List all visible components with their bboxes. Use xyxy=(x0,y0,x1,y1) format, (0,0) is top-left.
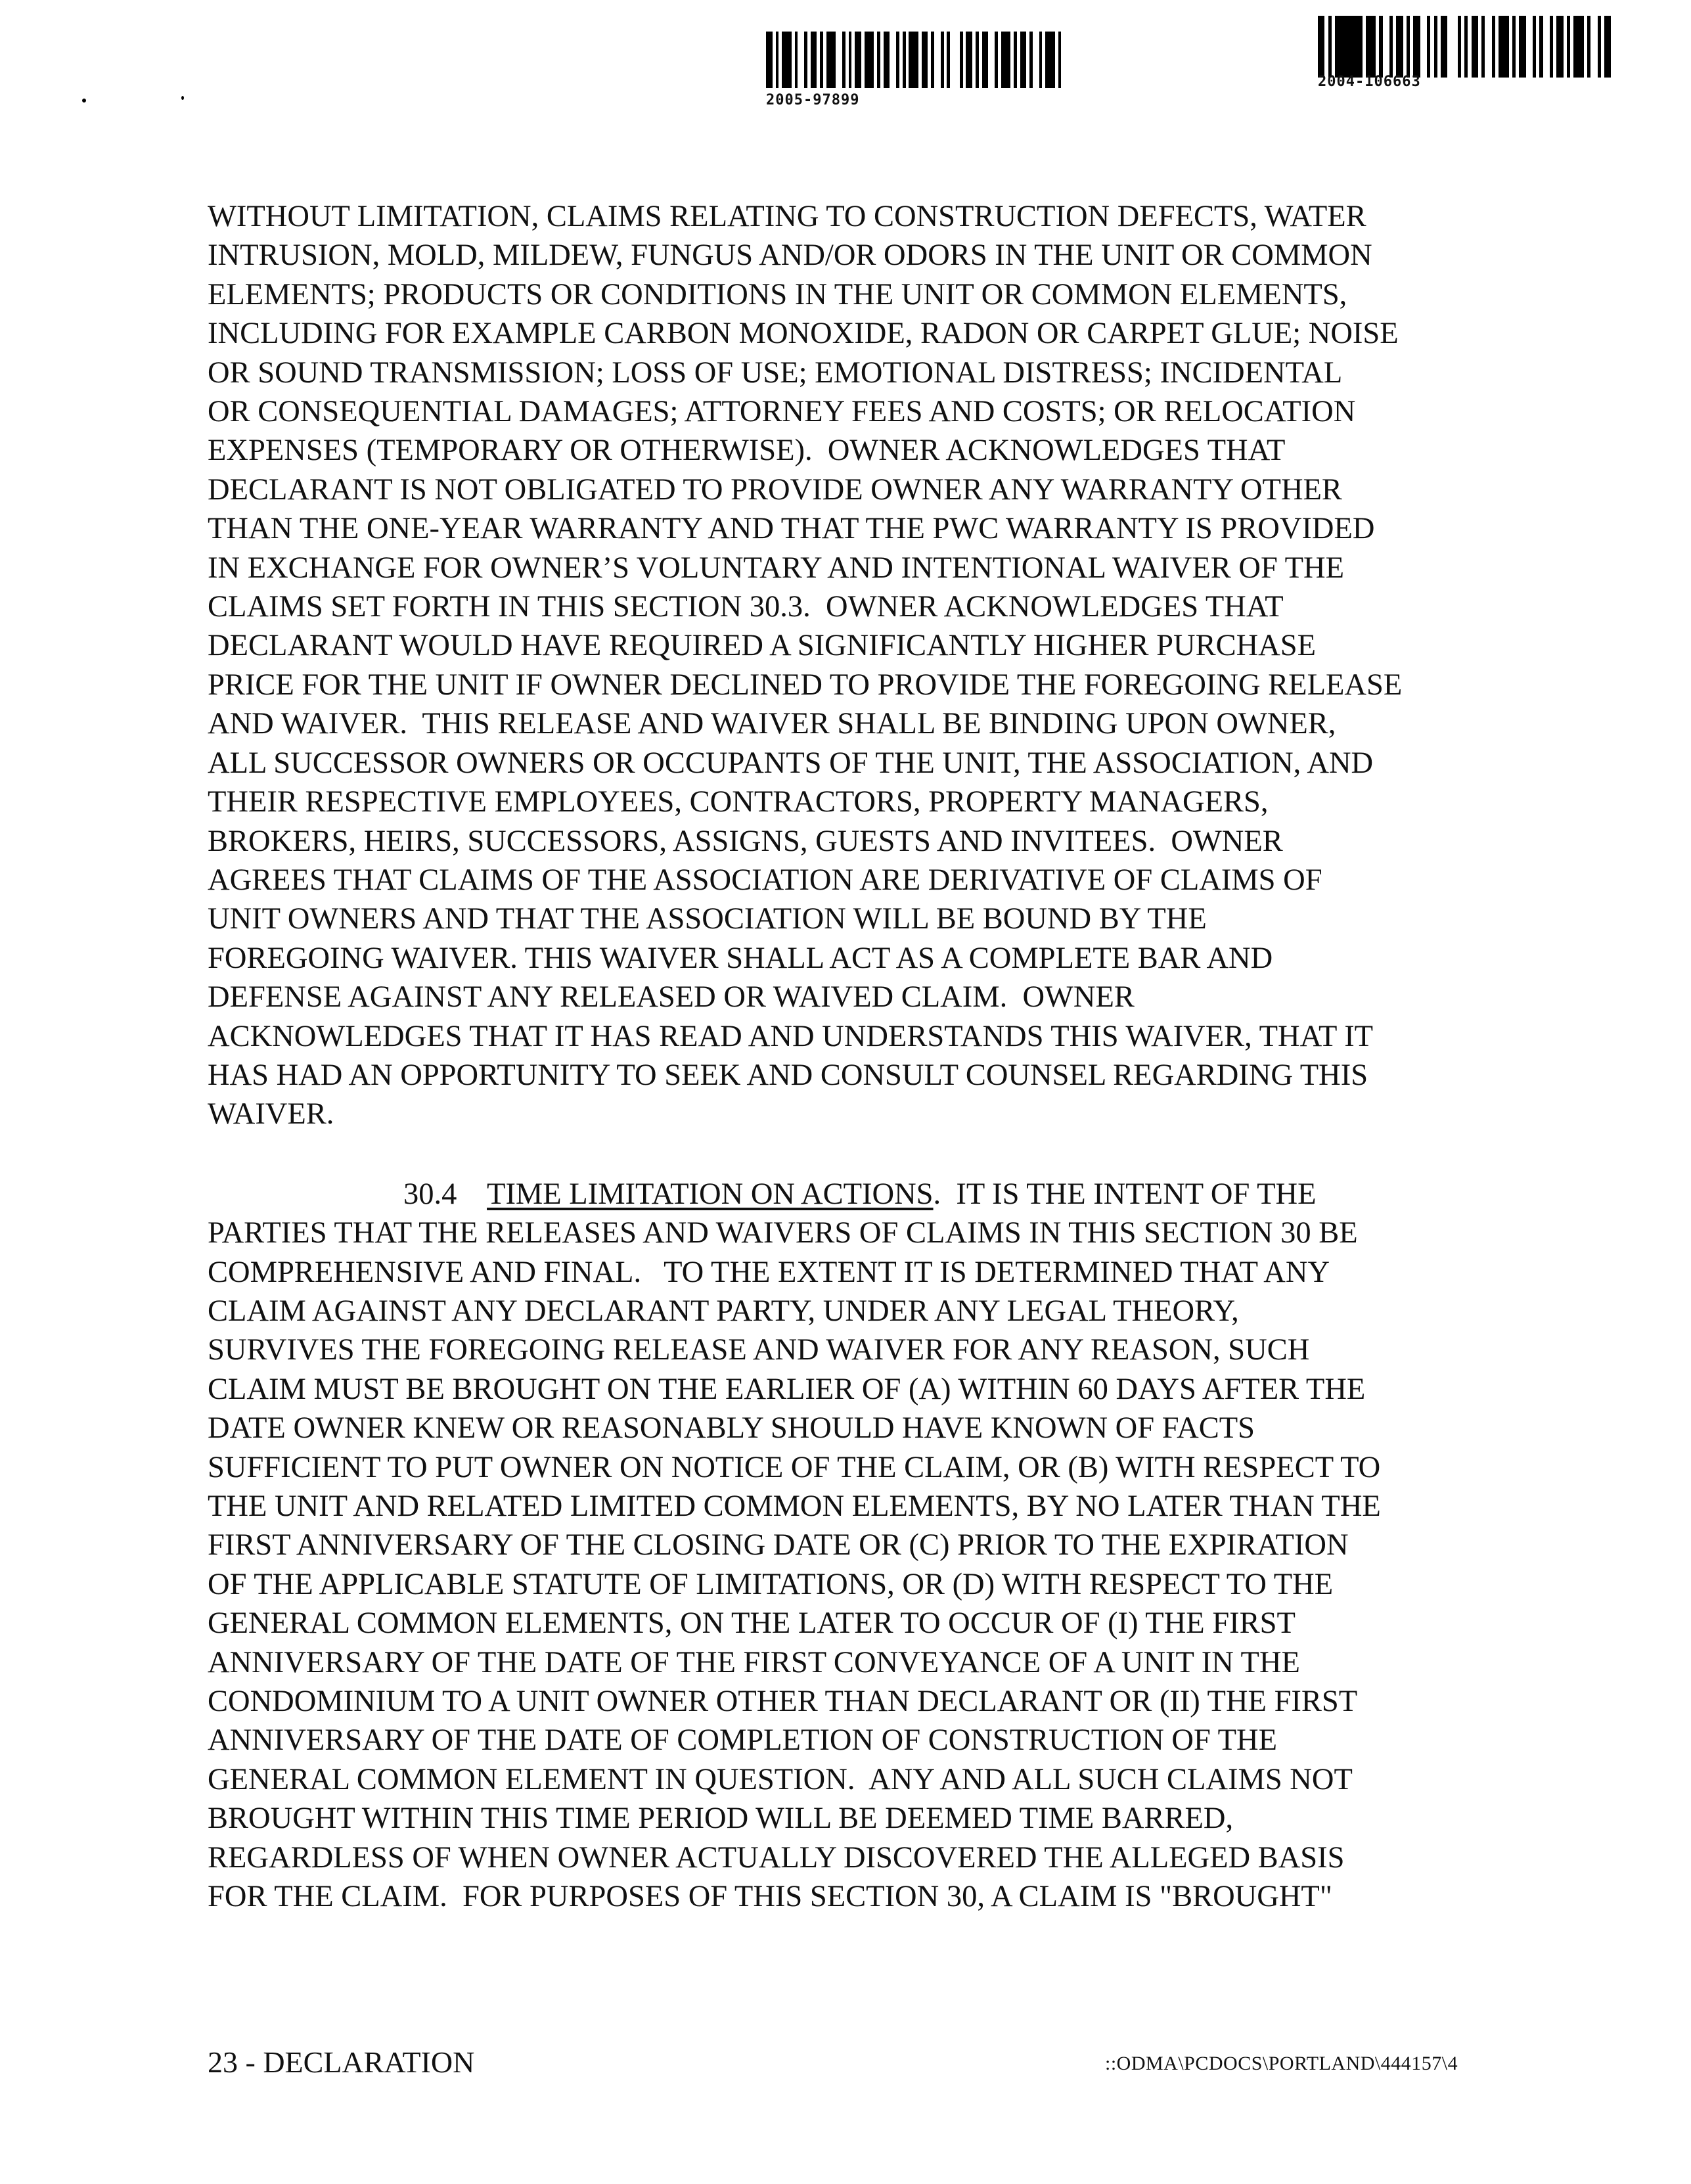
section-30-3-line: OR CONSEQUENTIAL DAMAGES; ATTORNEY FEES AND COSTS; OR RELOCATION xyxy=(208,395,1356,429)
barcode-bar xyxy=(865,32,874,88)
section-30-3-line: UNIT OWNERS AND THAT THE ASSOCIATION WILL BE BOUND BY THE xyxy=(208,902,1207,936)
barcode-bar xyxy=(1472,16,1478,78)
barcode-bar xyxy=(1611,16,1614,78)
section-30-3-line: OR SOUND TRANSMISSION; LOSS OF USE; EMOTIONAL DISTRESS; INCIDENTAL xyxy=(208,355,1343,390)
section-30-4 xyxy=(208,1175,1508,1917)
scan-speck xyxy=(181,96,184,100)
section-30-4-line: CLAIM MUST BE BROUGHT ON THE EARLIER OF (A) WITHIN 60 DAYS AFTER THE xyxy=(208,1372,1366,1406)
barcode-bar xyxy=(1033,32,1039,88)
barcode-bar xyxy=(922,32,928,88)
barcode-bar xyxy=(1447,16,1458,78)
barcode-bar xyxy=(1383,16,1389,78)
barcode-left xyxy=(766,32,1068,88)
barcode-bar xyxy=(1573,16,1584,78)
section-30-3-line: INTRUSION, MOLD, MILDEW, FUNGUS AND/OR ODORS IN THE UNIT OR COMMON xyxy=(208,239,1372,273)
barcode-right xyxy=(1318,16,1615,78)
barcode-bar xyxy=(1543,16,1550,78)
barcode-bar xyxy=(1001,32,1011,88)
section-30-3-line: AGREES THAT CLAIMS OF THE ASSOCIATION ARE DERIVATIVE OF CLAIMS OF xyxy=(208,863,1322,897)
section-30-4-line: GENERAL COMMON ELEMENT IN QUESTION. ANY AND ALL SUCH CLAIMS NOT xyxy=(208,1762,1353,1796)
section-30-4-line: OF THE APPLICABLE STATUTE OF LIMITATIONS, OR (D) WITH RESPECT TO THE xyxy=(208,1567,1334,1601)
barcode-bar xyxy=(982,32,989,88)
section-30-4-line: FIRST ANNIVERSARY OF THE CLOSING DATE OR (C) PRIOR TO THE EXPIRATION xyxy=(208,1528,1349,1562)
barcode-bar xyxy=(798,32,804,88)
footer-doc-path: ::ODMA\PCDOCS\PORTLAND\444157\4 xyxy=(1105,2053,1458,2074)
section-30-3-line: WAIVER. xyxy=(208,1097,334,1131)
barcode-bar xyxy=(836,32,842,88)
section-30-4-line: ANNIVERSARY OF THE DATE OF THE FIRST CONVEYANCE OF A UNIT IN THE xyxy=(208,1645,1300,1679)
barcode-bar xyxy=(934,32,941,88)
section-30-3-line: IN EXCHANGE FOR OWNER’S VOLUNTARY AND INTENTIONAL WAIVER OF THE xyxy=(208,551,1345,585)
section-30-4-line: COMPREHENSIVE AND FINAL. TO THE EXTENT IT IS DETERMINED THAT ANY xyxy=(208,1255,1330,1289)
barcode-left-number: 2005-97899 xyxy=(766,92,860,108)
section-30-3-line: THEIR RESPECTIVE EMPLOYEES, CONTRACTORS, PROPERTY MANAGERS, xyxy=(208,785,1269,819)
document-body xyxy=(208,197,1508,1916)
section-30-3-line: THAN THE ONE-YEAR WARRANTY AND THAT THE PWC WARRANTY IS PROVIDED xyxy=(208,512,1375,546)
section-30-4-first-line xyxy=(208,1175,1508,1214)
barcode-right-number: 2004-106663 xyxy=(1318,74,1421,90)
section-30-4-line: REGARDLESS OF WHEN OWNER ACTUALLY DISCOVERED THE ALLEGED BASIS xyxy=(208,1840,1345,1875)
barcode-bar xyxy=(1318,16,1324,78)
section-30-3-line: DEFENSE AGAINST ANY RELEASED OR WAIVED CLAIM. OWNER xyxy=(208,980,1135,1014)
section-30-4-line: CLAIM AGAINST ANY DECLARANT PARTY, UNDER ANY LEGAL THEORY, xyxy=(208,1294,1239,1328)
section-30-4-line: SUFFICIENT TO PUT OWNER ON NOTICE OF THE CLAIM, OR (B) WITH RESPECT TO xyxy=(208,1450,1381,1484)
barcode-bar xyxy=(890,32,896,88)
barcode-bar xyxy=(884,32,890,88)
barcode-bar xyxy=(1366,16,1376,78)
barcode-bar xyxy=(988,32,995,88)
barcode-bar xyxy=(1441,16,1447,78)
section-30-4-line: GENERAL COMMON ELEMENTS, ON THE LATER TO OCCUR OF (I) THE FIRST xyxy=(208,1606,1296,1641)
barcode-bar xyxy=(1499,16,1509,78)
barcode-bar xyxy=(782,32,792,88)
section-30-4-line: CONDOMINIUM TO A UNIT OWNER OTHER THAN DECLARANT OR (II) THE FIRST xyxy=(208,1685,1358,1719)
barcode-bar xyxy=(811,32,817,88)
section-30-4-lines xyxy=(208,1214,1508,1916)
section-30-3-line: EXPENSES (TEMPORARY OR OTHERWISE). OWNER ACKNOWLEDGES THAT xyxy=(208,434,1286,468)
barcode-bar xyxy=(966,32,972,88)
scan-speck xyxy=(82,99,86,102)
section-30-3-line: BROKERS, HEIRS, SUCCESSORS, ASSIGNS, GUESTS AND INVITEES. OWNER xyxy=(208,824,1283,858)
section-30-4-line: THE UNIT AND RELATED LIMITED COMMON ELEMENTS, BY NO LATER THAN THE xyxy=(208,1490,1381,1523)
barcode-bar xyxy=(1556,16,1563,78)
barcode-bar xyxy=(826,32,836,88)
barcode-bar xyxy=(1396,16,1403,78)
section-30-4-line: ANNIVERSARY OF THE DATE OF COMPLETION OF CONSTRUCTION OF THE xyxy=(208,1723,1278,1758)
section-30-3-line: AND WAIVER. THIS RELEASE AND WAIVER SHALL BE BINDING UPON OWNER, xyxy=(208,707,1336,741)
section-30-3-line: WITHOUT LIMITATION, CLAIMS RELATING TO CONSTRUCTION DEFECTS, WATER xyxy=(208,200,1366,233)
section-30-4-line: SURVIVES THE FOREGOING RELEASE AND WAIVER FOR ANY REASON, SUCH xyxy=(208,1333,1310,1367)
barcode-bar xyxy=(1519,16,1525,78)
barcode-bar xyxy=(950,32,960,88)
section-30-3-line: DECLARANT WOULD HAVE REQUIRED A SIGNIFICANTLY HIGHER PURCHASE xyxy=(208,629,1317,663)
section-30-4-line: DATE OWNER KNEW OR REASONABLY SHOULD HAVE KNOWN OF FACTS xyxy=(208,1411,1255,1445)
section-30-3-line: HAS HAD AN OPPORTUNITY TO SEEK AND CONSULT COUNSEL REGARDING THIS xyxy=(208,1058,1368,1092)
barcode-bar xyxy=(1485,16,1491,78)
section-30-4-line: BROUGHT WITHIN THIS TIME PERIOD WILL BE DEEMED TIME BARRED, xyxy=(208,1802,1234,1836)
barcode-bar xyxy=(1526,16,1533,78)
section-number: 30.4 xyxy=(403,1177,457,1211)
footer-page-label: 23 - DECLARATION xyxy=(208,2045,475,2079)
paragraph-gap xyxy=(208,1134,1508,1175)
section-30-4-line: FOR THE CLAIM. FOR PURPOSES OF THIS SECTION 30, A CLAIM IS "BROUGHT" xyxy=(208,1880,1332,1914)
section-30-3-line: ACKNOWLEDGES THAT IT HAS READ AND UNDERSTANDS THIS WAIVER, THAT IT xyxy=(208,1019,1374,1053)
barcode-bar xyxy=(1590,16,1597,78)
section-30-3-line: DECLARANT IS NOT OBLIGATED TO PROVIDE OWNER ANY WARRANTY OTHER xyxy=(208,472,1342,507)
section-30-3-line: PRICE FOR THE UNIT IF OWNER DECLINED TO PROVIDE THE FOREGOING RELEASE xyxy=(208,668,1403,702)
section-30-3-line: FOREGOING WAIVER. THIS WAIVER SHALL ACT AS A COMPLETE BAR AND xyxy=(208,941,1273,975)
barcode-bar xyxy=(1604,16,1611,78)
section-30-3-continuation xyxy=(208,197,1508,1134)
barcode-bar xyxy=(1045,32,1055,88)
section-30-3-line: INCLUDING FOR EXAMPLE CARBON MONOXIDE, RADON OR CARPET GLUE; NOISE xyxy=(208,317,1399,351)
barcode-bar xyxy=(1335,16,1363,78)
section-heading: TIME LIMITATION ON ACTIONS xyxy=(487,1177,934,1211)
barcode-bar xyxy=(766,32,773,88)
section-30-3-line: CLAIMS SET FORTH IN THIS SECTION 30.3. OWNER ACKNOWLEDGES THAT xyxy=(208,590,1284,624)
section-first-line-rest: . IT IS THE INTENT OF THE xyxy=(933,1177,1317,1211)
barcode-bar xyxy=(1020,32,1027,88)
barcode-bar xyxy=(855,32,861,88)
barcode-bar xyxy=(1061,32,1068,88)
barcode-bar xyxy=(909,32,918,88)
barcode-bar xyxy=(1420,16,1427,78)
barcode-bar xyxy=(1413,16,1420,78)
section-30-3-line: ALL SUCCESSOR OWNERS OR OCCUPANTS OF THE UNIT, THE ASSOCIATION, AND xyxy=(208,746,1374,780)
section-30-3-line: ELEMENTS; PRODUCTS OR CONDITIONS IN THE UNIT OR COMMON ELEMENTS, xyxy=(208,277,1347,311)
section-30-4-line: PARTIES THAT THE RELEASES AND WAIVERS OF CLAIMS IN THIS SECTION 30 BE xyxy=(208,1216,1358,1250)
